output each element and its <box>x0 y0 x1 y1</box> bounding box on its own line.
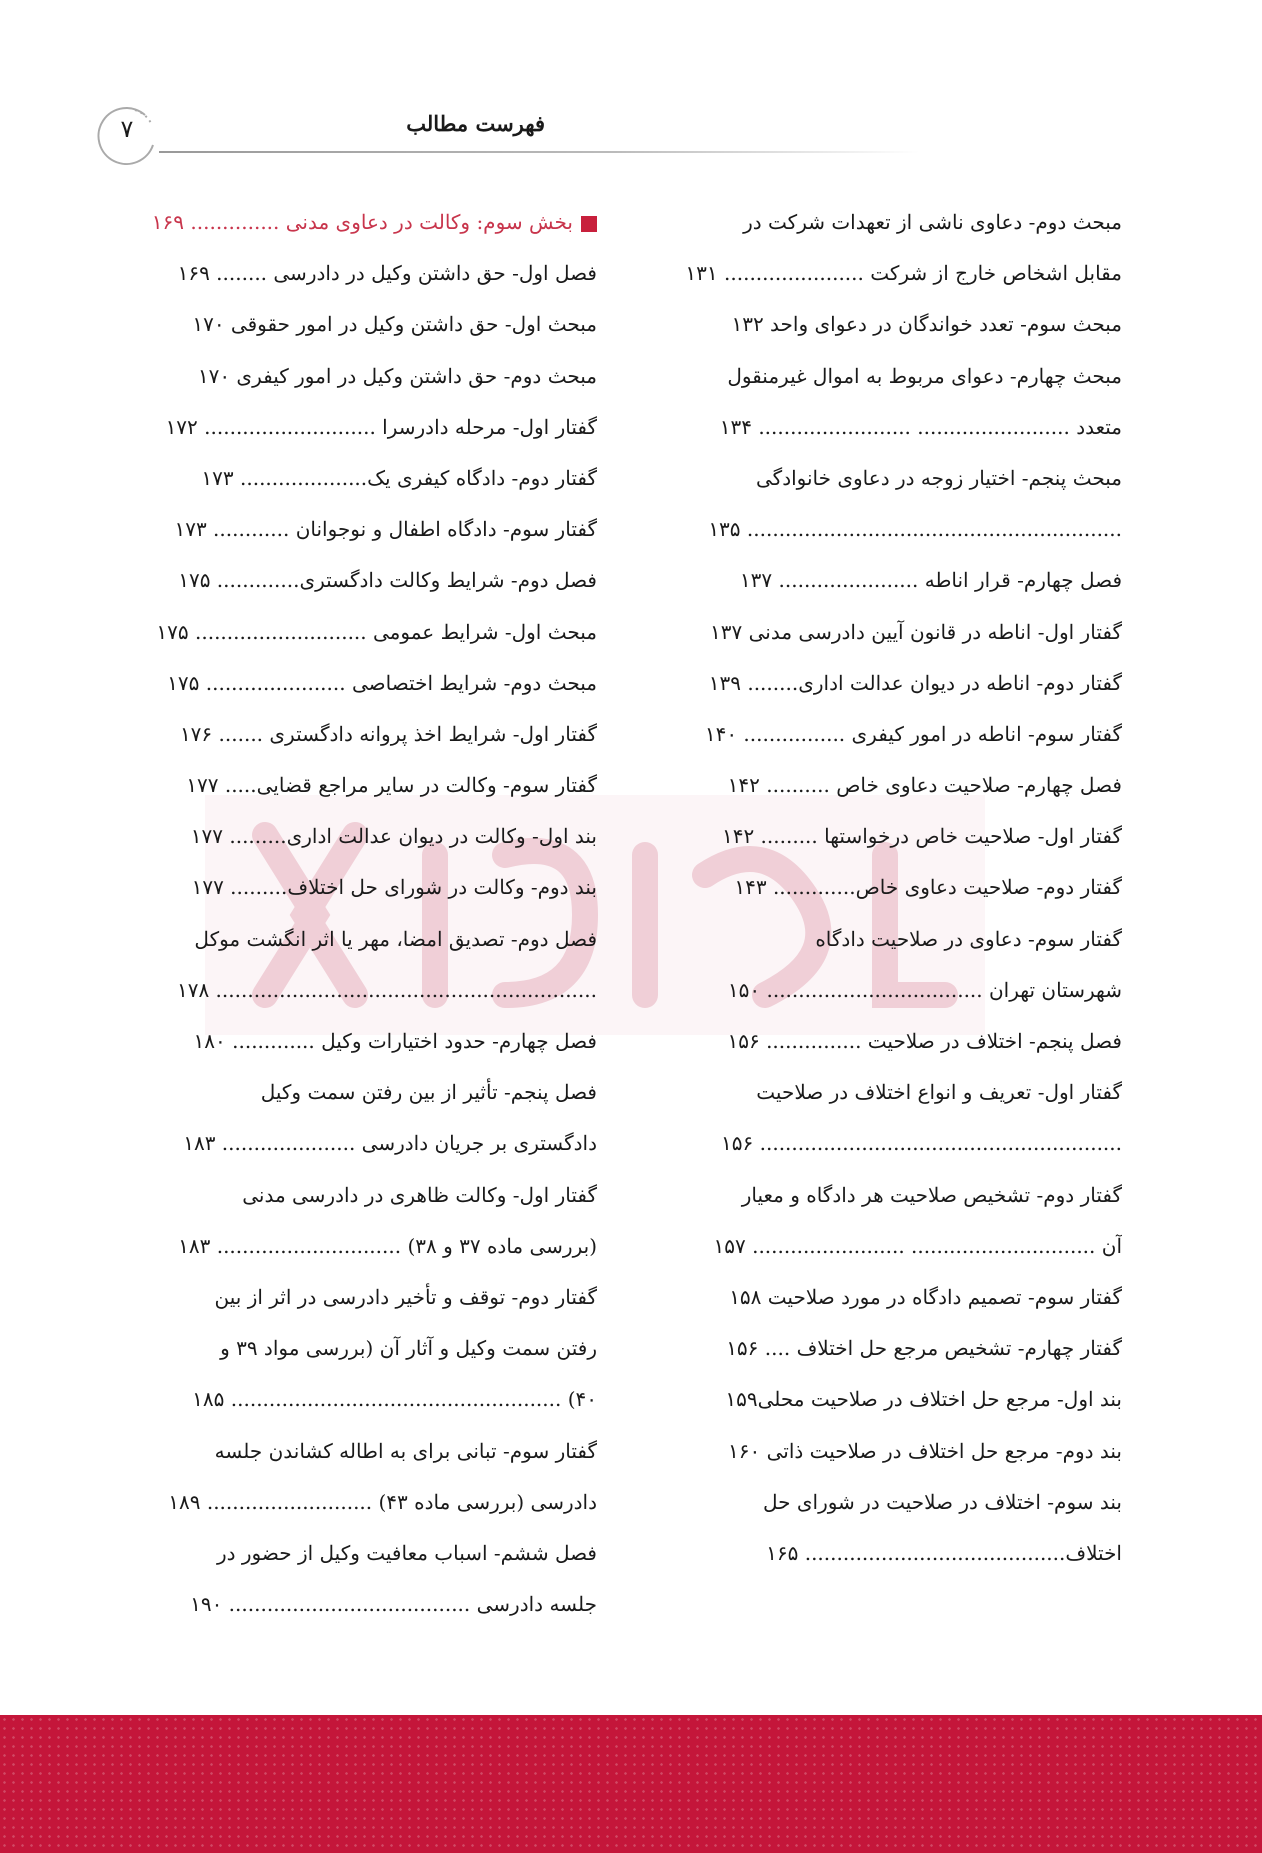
toc-entry-line: بند اول- وکالت در دیوان عدالت اداری......... ۱۷۷ <box>190 824 597 849</box>
toc-entry-line: مبحث دوم- حق داشتن وکیل در امور کیفری ۱۷۰ <box>197 363 597 388</box>
toc-entry-line: فصل پنجم- تأثیر از بین رفتن سمت وکیل <box>260 1080 597 1105</box>
toc-entry-line: گفتار دوم- صلاحیت دعاوی خاص............. ۱۴۳ <box>734 875 1122 900</box>
toc-entry-line: گفتار سوم- دعاوی در صلاحیت دادگاه <box>815 926 1122 951</box>
toc-entry-line: گفتار دوم- تشخیص صلاحیت هر دادگاه و معیار <box>741 1182 1122 1207</box>
toc-entry-line: جلسه دادرسی ...................................... ۱۹۰ <box>190 1592 597 1617</box>
toc-entry-line: اختلاف......................................... ۱۶۵ <box>766 1540 1122 1565</box>
toc-entry-line: مبحث دوم- شرایط اختصاصی ...................... ۱۷۵ <box>167 670 597 695</box>
toc-entry-line: گفتار دوم- توقف و تأخیر دادرسی در اثر از بین <box>214 1284 597 1309</box>
toc-entry-line: ......................................................... ۱۵۶ <box>721 1131 1122 1156</box>
toc-entry-line: شهرستان تهران .................................. ۱۵۰ <box>727 977 1122 1002</box>
toc-entry-line: گفتار اول- وکالت ظاهری در دادرسی مدنی <box>242 1182 597 1207</box>
toc-entry-line: بند سوم- اختلاف در صلاحیت در شورای حل <box>762 1489 1122 1514</box>
toc-entry-line: ........................................................... ۱۳۵ <box>708 517 1122 542</box>
toc-entry-line: آن ............................. ........................ ۱۵۷ <box>713 1233 1122 1258</box>
toc-entry-line: فصل ششم- اسباب معافیت وکیل از حضور در <box>216 1540 597 1565</box>
toc-entry-line: مبحث اول- شرایط عمومی ........................... ۱۷۵ <box>156 619 597 644</box>
toc-entry-line: گفتار اول- شرایط اخذ پروانه دادگستری ....... ۱۷۶ <box>179 721 597 746</box>
toc-entry-line: مبحث سوم- تعدد خواندگان در دعوای واحد ۱۳۲ <box>731 312 1122 337</box>
footer-band <box>0 1715 1262 1853</box>
toc-entry-line: بند دوم- وکالت در شورای حل اختلاف......... ۱۷۷ <box>191 875 597 900</box>
toc-entry-line: مبحث اول- حق داشتن وکیل در امور حقوقی ۱۷۰ <box>192 312 597 337</box>
toc-entry-line: گفتار دوم- اناطه در دیوان عدالت اداری........ ۱۳۹ <box>708 670 1122 695</box>
toc-entry-line: دادگستری بر جریان دادرسی ..................... ۱۸۳ <box>183 1131 597 1156</box>
toc-entry-line: فصل چهارم- حدود اختیارات وکیل ............. ۱۸۰ <box>193 1029 597 1053</box>
toc-entry-line: مبحث چهارم- دعوای مربوط به اموال غیرمنقول <box>727 363 1122 388</box>
toc-entry-line: بند اول- مرجع حل اختلاف در صلاحیت محلی۱۵۹ <box>725 1387 1122 1412</box>
toc-entry-line: گفتار چهارم- تشخیص مرجع حل اختلاف .... ۱۵۶ <box>726 1336 1122 1361</box>
toc-entry-line: مبحث دوم- دعاوی ناشی از تعهدات شرکت در <box>743 210 1122 234</box>
toc-entry-line: گفتار سوم- تصمیم دادگاه در مورد صلاحیت ۱۵۸ <box>729 1284 1122 1309</box>
toc-entry-line: گفتار اول- صلاحیت خاص درخواستها ......... ۱۴۲ <box>721 824 1122 849</box>
toc-entry-line: مبحث پنجم- اختیار زوجه در دعاوی خانوادگی <box>756 465 1122 490</box>
toc-entry-line: گفتار اول- اناطه در قانون آیین دادرسی مدنی ۱۳۷ <box>710 619 1122 644</box>
toc-entry-line: فصل اول- حق داشتن وکیل در دادرسی ........ ۱۶۹ <box>177 261 597 286</box>
toc-entry-line: فصل دوم- تصدیق امضا، مهر یا اثر انگشت موکل <box>194 926 597 951</box>
toc-left-column <box>125 197 597 1630</box>
toc-entry-line: گفتار سوم- دادگاه اطفال و نوجوانان ............ ۱۷۳ <box>174 517 597 542</box>
toc-entry-line: گفتار اول- تعریف و انواع اختلاف در صلاحیت <box>756 1080 1122 1105</box>
toc-entry-line: بند دوم- مرجع حل اختلاف در صلاحیت ذاتی ۱۶۰ <box>727 1438 1122 1463</box>
page-number: ۷ <box>120 115 134 143</box>
header-title: فهرست مطالب <box>406 111 545 136</box>
toc-entry-line: گفتار سوم- تبانی برای به اطاله کشاندن جلسه <box>214 1438 597 1463</box>
toc-entry-line: دادرسی (بررسی ماده ۴۳) .......................... ۱۸۹ <box>168 1489 597 1514</box>
toc-entry-line: مقابل اشخاص خارج از شرکت ...................... ۱۳۱ <box>685 261 1122 286</box>
header-rule <box>159 151 919 153</box>
toc-entry-line: متعدد ........................ ........................ ۱۳۴ <box>719 414 1122 439</box>
toc-entry-line: فصل پنجم- اختلاف در صلاحیت ............... ۱۵۶ <box>727 1029 1122 1053</box>
toc-entry-line: فصل دوم- شرایط وکالت دادگستری............. ۱۷۵ <box>178 568 597 593</box>
toc-entry-line: ............................................................ ۱۷۸ <box>176 977 597 1002</box>
toc-entry-line: گفتار سوم- اناطه در امور کیفری ................ ۱۴۰ <box>704 721 1122 746</box>
toc-entry-line: (بررسی ماده ۳۷ و ۳۸) ............................. ۱۸۳ <box>178 1233 597 1258</box>
toc-right-column <box>662 197 1122 1579</box>
toc-entry-line: ۴۰) .................................................... ۱۸۵ <box>192 1387 597 1412</box>
section-marker-square <box>581 216 597 232</box>
toc-entry-line: رفتن سمت وکیل و آثار آن (بررسی مواد ۳۹ و <box>220 1336 597 1361</box>
toc-entry-line: گفتار دوم- دادگاه کیفری یک.................... ۱۷۳ <box>201 465 597 490</box>
page-header <box>95 95 915 175</box>
toc-entry-line: فصل چهارم- قرار اناطه ...................... ۱۳۷ <box>739 568 1122 593</box>
toc-entry-line: گفتار اول- مرحله دادرسرا ........................... ۱۷۲ <box>165 414 597 439</box>
toc-entry-line: فصل چهارم- صلاحیت دعاوی خاص .......... ۱۴۲ <box>727 773 1122 798</box>
toc-entry-line: بخش سوم: وکالت در دعاوی مدنی .............. ۱۶۹ <box>125 197 597 248</box>
toc-entry-line: گفتار سوم- وکالت در سایر مراجع قضایی..... ۱۷۷ <box>186 773 597 798</box>
